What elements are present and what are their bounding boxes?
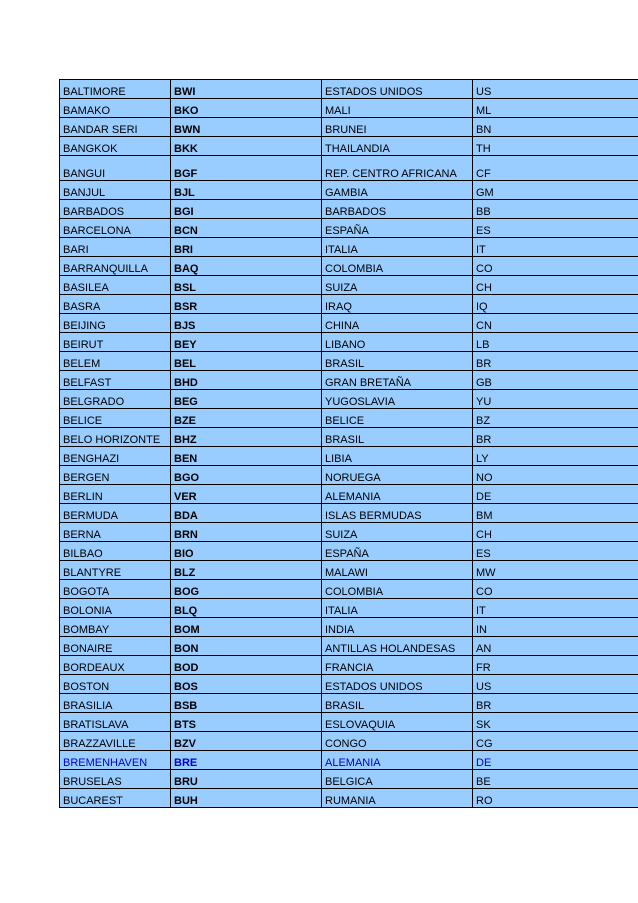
cell-country-code[interactable]: CF [473, 156, 638, 181]
cell-country-code[interactable]: LB [473, 333, 638, 352]
cell-country-code[interactable]: BR [473, 428, 638, 447]
cell-code[interactable]: BSB [171, 694, 322, 713]
cell-city[interactable]: BANGKOK [60, 137, 171, 156]
cell-code[interactable]: BWN [171, 118, 322, 137]
cell-country-code[interactable]: US [473, 80, 638, 99]
cell-country-code[interactable]: BE [473, 770, 638, 789]
cell-country[interactable]: ITALIA [322, 599, 473, 618]
cell-city[interactable]: BERNA [60, 523, 171, 542]
cell-city[interactable]: BAMAKO [60, 99, 171, 118]
cell-code[interactable]: BOS [171, 675, 322, 694]
cell-country[interactable]: LIBIA [322, 447, 473, 466]
cell-country[interactable]: ANTILLAS HOLANDESAS [322, 637, 473, 656]
cell-city[interactable]: BARBADOS [60, 200, 171, 219]
cell-country-code[interactable]: IT [473, 238, 638, 257]
table-body [60, 80, 638, 808]
cell-code[interactable]: BZV [171, 732, 322, 751]
table-row [60, 447, 638, 466]
cell-country-code[interactable]: MW [473, 561, 638, 580]
cell-country-code[interactable]: DE [473, 485, 638, 504]
table-row [60, 99, 638, 118]
cell-country-code[interactable]: ML [473, 99, 638, 118]
cell-code[interactable]: BRE [171, 751, 322, 770]
cell-country-code[interactable]: NO [473, 466, 638, 485]
cell-city[interactable]: BENGHAZI [60, 447, 171, 466]
table-row [60, 219, 638, 238]
cell-country-code[interactable]: RO [473, 789, 638, 808]
cell-city[interactable]: BILBAO [60, 542, 171, 561]
cell-city[interactable]: BANJUL [60, 181, 171, 200]
cell-city[interactable]: BANGUI [60, 156, 171, 181]
table-row [60, 428, 638, 447]
cell-country[interactable]: BRUNEI [322, 118, 473, 137]
table-row [60, 504, 638, 523]
cell-country-code[interactable]: BZ [473, 409, 638, 428]
cell-country-code[interactable]: BR [473, 694, 638, 713]
cell-country[interactable]: COLOMBIA [322, 257, 473, 276]
cell-city[interactable]: BEIRUT [60, 333, 171, 352]
table-row [60, 238, 638, 257]
cell-code[interactable]: BHD [171, 371, 322, 390]
cell-code[interactable]: BEG [171, 390, 322, 409]
table-row [60, 485, 638, 504]
cell-city[interactable]: BASRA [60, 295, 171, 314]
cell-code[interactable]: BTS [171, 713, 322, 732]
cell-country-code[interactable]: GB [473, 371, 638, 390]
table-row [60, 276, 638, 295]
cell-code[interactable]: BEL [171, 352, 322, 371]
cell-country-code[interactable]: BM [473, 504, 638, 523]
cell-city[interactable]: BALTIMORE [60, 80, 171, 99]
cell-city[interactable]: BOGOTA [60, 580, 171, 599]
table-row [60, 80, 638, 99]
cell-country[interactable]: FRANCIA [322, 656, 473, 675]
cell-country-code[interactable]: AN [473, 637, 638, 656]
table-row [60, 751, 638, 770]
cell-country-code[interactable]: DE [473, 751, 638, 770]
table-row [60, 770, 638, 789]
cell-code[interactable]: BIO [171, 542, 322, 561]
cell-country-code[interactable]: CN [473, 314, 638, 333]
cell-city[interactable]: BREMENHAVEN [60, 751, 171, 770]
cell-city[interactable]: BERMUDA [60, 504, 171, 523]
cell-code[interactable]: BKK [171, 137, 322, 156]
cell-country[interactable]: YUGOSLAVIA [322, 390, 473, 409]
cell-code[interactable]: BWI [171, 80, 322, 99]
cell-country-code[interactable]: ES [473, 542, 638, 561]
table-row [60, 390, 638, 409]
cell-country-code[interactable]: US [473, 675, 638, 694]
cell-code[interactable]: BDA [171, 504, 322, 523]
cell-country[interactable]: MALAWI [322, 561, 473, 580]
table-row [60, 314, 638, 333]
cell-code[interactable]: BGI [171, 200, 322, 219]
table-row [60, 694, 638, 713]
cell-code[interactable]: BRI [171, 238, 322, 257]
cell-code[interactable]: BSR [171, 295, 322, 314]
cell-city[interactable]: BELO HORIZONTE [60, 428, 171, 447]
airport-codes-table [59, 79, 638, 808]
cell-country[interactable]: BELGICA [322, 770, 473, 789]
cell-country[interactable]: BRASIL [322, 428, 473, 447]
cell-country[interactable]: BRASIL [322, 352, 473, 371]
cell-country[interactable]: ALEMANIA [322, 751, 473, 770]
cell-country-code[interactable]: LY [473, 447, 638, 466]
cell-code[interactable]: BRN [171, 523, 322, 542]
cell-country-code[interactable]: IQ [473, 295, 638, 314]
cell-code[interactable]: BGF [171, 156, 322, 181]
cell-code[interactable]: BSL [171, 276, 322, 295]
cell-country[interactable]: CONGO [322, 732, 473, 751]
cell-country[interactable]: COLOMBIA [322, 580, 473, 599]
cell-city[interactable]: BONAIRE [60, 637, 171, 656]
cell-city[interactable]: BOSTON [60, 675, 171, 694]
cell-city[interactable]: BRATISLAVA [60, 713, 171, 732]
table-row [60, 466, 638, 485]
cell-code[interactable]: BJS [171, 314, 322, 333]
cell-country-code[interactable]: CO [473, 257, 638, 276]
cell-city[interactable]: BELEM [60, 352, 171, 371]
table-row [60, 371, 638, 390]
cell-city[interactable]: BARI [60, 238, 171, 257]
table-row [60, 732, 638, 751]
cell-country-code[interactable]: IT [473, 599, 638, 618]
cell-country-code[interactable]: TH [473, 137, 638, 156]
table-row [60, 561, 638, 580]
table-row [60, 789, 638, 808]
cell-city[interactable]: BARCELONA [60, 219, 171, 238]
cell-country[interactable]: MALI [322, 99, 473, 118]
cell-code[interactable]: BLZ [171, 561, 322, 580]
cell-country-code[interactable]: SK [473, 713, 638, 732]
cell-code[interactable]: BOG [171, 580, 322, 599]
airport-codes-sheet [59, 79, 638, 808]
cell-city[interactable]: BANDAR SERI [60, 118, 171, 137]
cell-country-code[interactable]: CG [473, 732, 638, 751]
cell-country[interactable]: SUIZA [322, 523, 473, 542]
cell-country[interactable]: BELICE [322, 409, 473, 428]
table-row [60, 333, 638, 352]
cell-city[interactable]: BELGRADO [60, 390, 171, 409]
cell-city[interactable]: BASILEA [60, 276, 171, 295]
table-row [60, 257, 638, 276]
cell-country[interactable]: CHINA [322, 314, 473, 333]
cell-code[interactable]: BAQ [171, 257, 322, 276]
cell-code[interactable]: BKO [171, 99, 322, 118]
cell-city[interactable]: BELFAST [60, 371, 171, 390]
cell-country-code[interactable]: YU [473, 390, 638, 409]
cell-country[interactable]: GRAN BRETAÑA [322, 371, 473, 390]
cell-code[interactable]: BOD [171, 656, 322, 675]
cell-code[interactable]: BHZ [171, 428, 322, 447]
cell-country[interactable]: GAMBIA [322, 181, 473, 200]
cell-country[interactable]: THAILANDIA [322, 137, 473, 156]
cell-country[interactable]: IRAQ [322, 295, 473, 314]
cell-country[interactable]: INDIA [322, 618, 473, 637]
cell-country[interactable]: BARBADOS [322, 200, 473, 219]
cell-country-code[interactable]: GM [473, 181, 638, 200]
cell-country-code[interactable]: ES [473, 219, 638, 238]
cell-city[interactable]: BRASILIA [60, 694, 171, 713]
table-row [60, 599, 638, 618]
cell-code[interactable]: VER [171, 485, 322, 504]
cell-country-code[interactable]: BN [473, 118, 638, 137]
cell-country[interactable]: BRASIL [322, 694, 473, 713]
cell-country[interactable]: ESPAÑA [322, 542, 473, 561]
cell-country[interactable]: ALEMANIA [322, 485, 473, 504]
cell-country-code[interactable]: CH [473, 523, 638, 542]
cell-country[interactable]: ESTADOS UNIDOS [322, 80, 473, 99]
cell-code[interactable]: BOM [171, 618, 322, 637]
cell-country-code[interactable]: CH [473, 276, 638, 295]
cell-city[interactable]: BLANTYRE [60, 561, 171, 580]
cell-country[interactable]: LIBANO [322, 333, 473, 352]
cell-country[interactable]: SUIZA [322, 276, 473, 295]
cell-country[interactable]: RUMANIA [322, 789, 473, 808]
table-row [60, 656, 638, 675]
table-row [60, 409, 638, 428]
cell-country[interactable]: ESPAÑA [322, 219, 473, 238]
cell-code[interactable]: BCN [171, 219, 322, 238]
table-row [60, 637, 638, 656]
cell-city[interactable]: BOMBAY [60, 618, 171, 637]
table-row [60, 181, 638, 200]
table-row [60, 618, 638, 637]
cell-code[interactable]: BGO [171, 466, 322, 485]
cell-city[interactable]: BELICE [60, 409, 171, 428]
cell-city[interactable]: BOLONIA [60, 599, 171, 618]
table-row [60, 200, 638, 219]
cell-country[interactable]: REP. CENTRO AFRICANA [322, 156, 473, 181]
cell-city[interactable]: BUCAREST [60, 789, 171, 808]
table-row [60, 352, 638, 371]
cell-city[interactable]: BERGEN [60, 466, 171, 485]
table-row [60, 118, 638, 137]
cell-country-code[interactable]: BB [473, 200, 638, 219]
table-row [60, 137, 638, 156]
table-row [60, 523, 638, 542]
cell-country-code[interactable]: IN [473, 618, 638, 637]
cell-code[interactable]: BRU [171, 770, 322, 789]
cell-city[interactable]: BERLIN [60, 485, 171, 504]
cell-country[interactable]: NORUEGA [322, 466, 473, 485]
cell-country-code[interactable]: BR [473, 352, 638, 371]
cell-city[interactable]: BRAZZAVILLE [60, 732, 171, 751]
table-row [60, 295, 638, 314]
cell-code[interactable]: BEN [171, 447, 322, 466]
cell-code[interactable]: BJL [171, 181, 322, 200]
table-row [60, 542, 638, 561]
table-row [60, 713, 638, 732]
cell-country-code[interactable]: FR [473, 656, 638, 675]
cell-country[interactable]: ITALIA [322, 238, 473, 257]
cell-city[interactable]: BRUSELAS [60, 770, 171, 789]
table-row [60, 156, 638, 181]
cell-code[interactable]: BUH [171, 789, 322, 808]
cell-country[interactable]: ESLOVAQUIA [322, 713, 473, 732]
cell-city[interactable]: BARRANQUILLA [60, 257, 171, 276]
cell-code[interactable]: BEY [171, 333, 322, 352]
cell-code[interactable]: BLQ [171, 599, 322, 618]
cell-country-code[interactable]: CO [473, 580, 638, 599]
table-row [60, 675, 638, 694]
cell-code[interactable]: BON [171, 637, 322, 656]
cell-city[interactable]: BEIJING [60, 314, 171, 333]
cell-code[interactable]: BZE [171, 409, 322, 428]
table-row [60, 580, 638, 599]
cell-city[interactable]: BORDEAUX [60, 656, 171, 675]
cell-country[interactable]: ESTADOS UNIDOS [322, 675, 473, 694]
cell-country[interactable]: ISLAS BERMUDAS [322, 504, 473, 523]
